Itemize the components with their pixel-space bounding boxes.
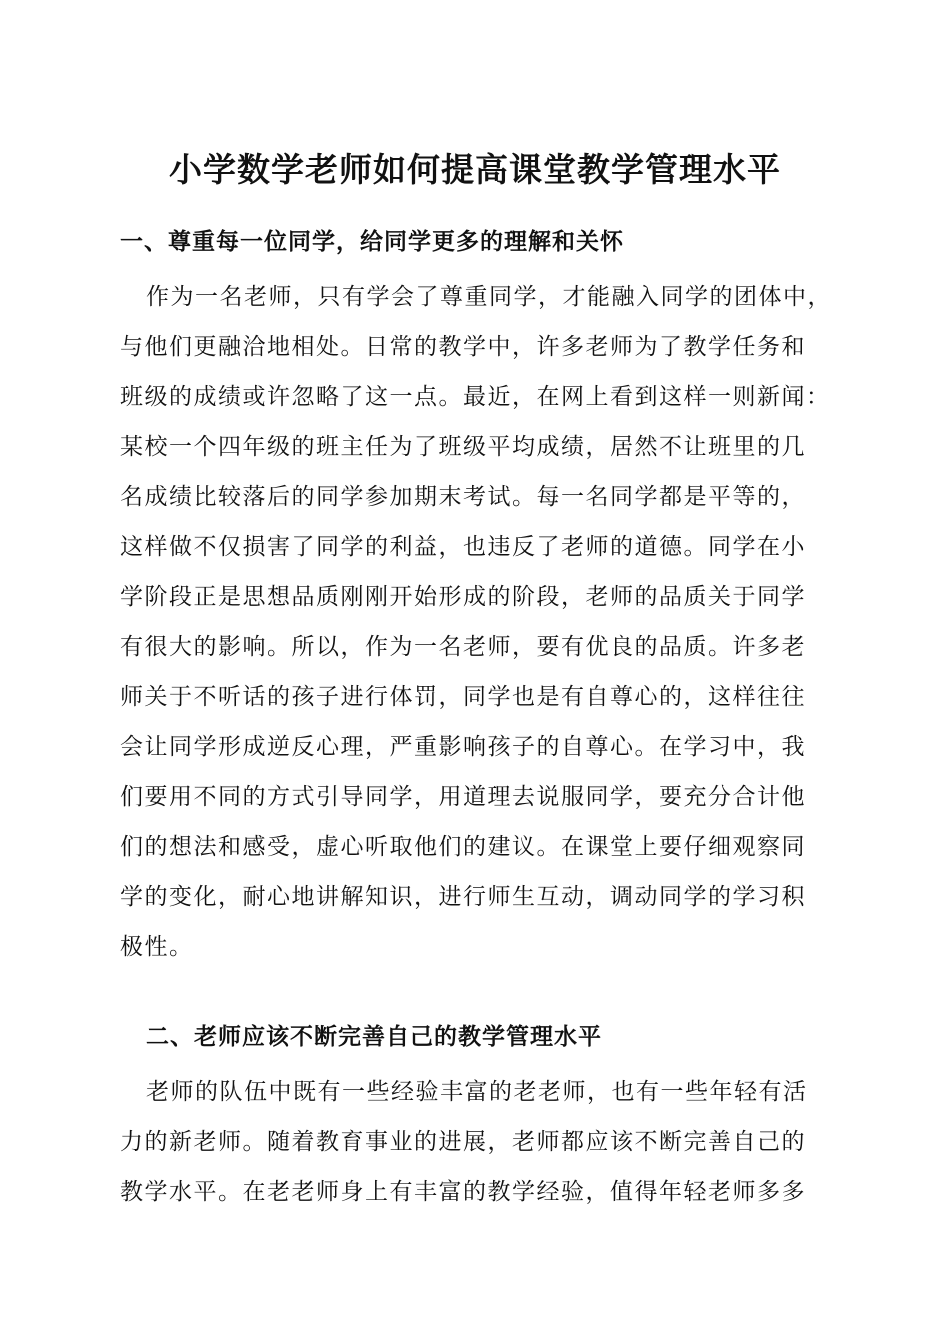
- paragraph-line: 名成绩比较落后的同学参加期末考试。每一名同学都是平等的，: [120, 484, 806, 510]
- paragraph-line: 师关于不听话的孩子进行体罚，同学也是有自尊心的，这样往往: [120, 684, 806, 710]
- paragraph-line: 有很大的影响。所以，作为一名老师，要有优良的品质。许多老: [120, 634, 806, 660]
- paragraph-line: 学的变化，耐心地讲解知识，进行师生互动，调动同学的学习积: [120, 884, 806, 910]
- paragraph-line: 学阶段正是思想品质刚刚开始形成的阶段，老师的品质关于同学: [120, 584, 806, 610]
- paragraph-line: 们要用不同的方式引导同学，用道理去说服同学，要充分合计他: [120, 784, 806, 810]
- paragraph-line: 作为一名老师，只有学会了尊重同学，才能融入同学的团体中，: [146, 284, 832, 310]
- section-2-paragraph: [120, 1067, 840, 1217]
- paragraph-line: 某校一个四年级的班主任为了班级平均成绩，居然不让班里的几: [120, 434, 806, 460]
- section-1-heading: 一、尊重每一位同学，给同学更多的理解和关怀: [120, 228, 624, 255]
- paragraph-line: 这样做不仅损害了同学的利益，也违反了老师的道德。同学在小: [120, 534, 806, 560]
- paragraph-line: 会让同学形成逆反心理，严重影响孩子的自尊心。在学习中，我: [120, 734, 806, 760]
- paragraph-line: 班级的成绩或许忽略了这一点。最近，在网上看到这样一则新闻：: [120, 384, 831, 410]
- paragraph-line: 极性。: [120, 934, 194, 960]
- section-1-paragraph: [120, 272, 840, 972]
- paragraph-line: 们的想法和感受，虚心听取他们的建议。在课堂上要仔细观察同: [120, 834, 806, 860]
- paragraph-line: 老师的队伍中既有一些经验丰富的老老师，也有一些年轻有活: [146, 1079, 808, 1105]
- section-2-heading: 二、老师应该不断完善自己的教学管理水平: [146, 1023, 602, 1050]
- paragraph-line: 力的新老师。随着教育事业的进展，老师都应该不断完善自己的: [120, 1129, 806, 1155]
- document-title: 小学数学老师如何提高课堂教学管理水平: [169, 150, 781, 189]
- paragraph-line: 教学水平。在老老师身上有丰富的教学经验，值得年轻老师多多: [120, 1179, 806, 1205]
- paragraph-line: 与他们更融洽地相处。日常的教学中，许多老师为了教学任务和: [120, 334, 806, 360]
